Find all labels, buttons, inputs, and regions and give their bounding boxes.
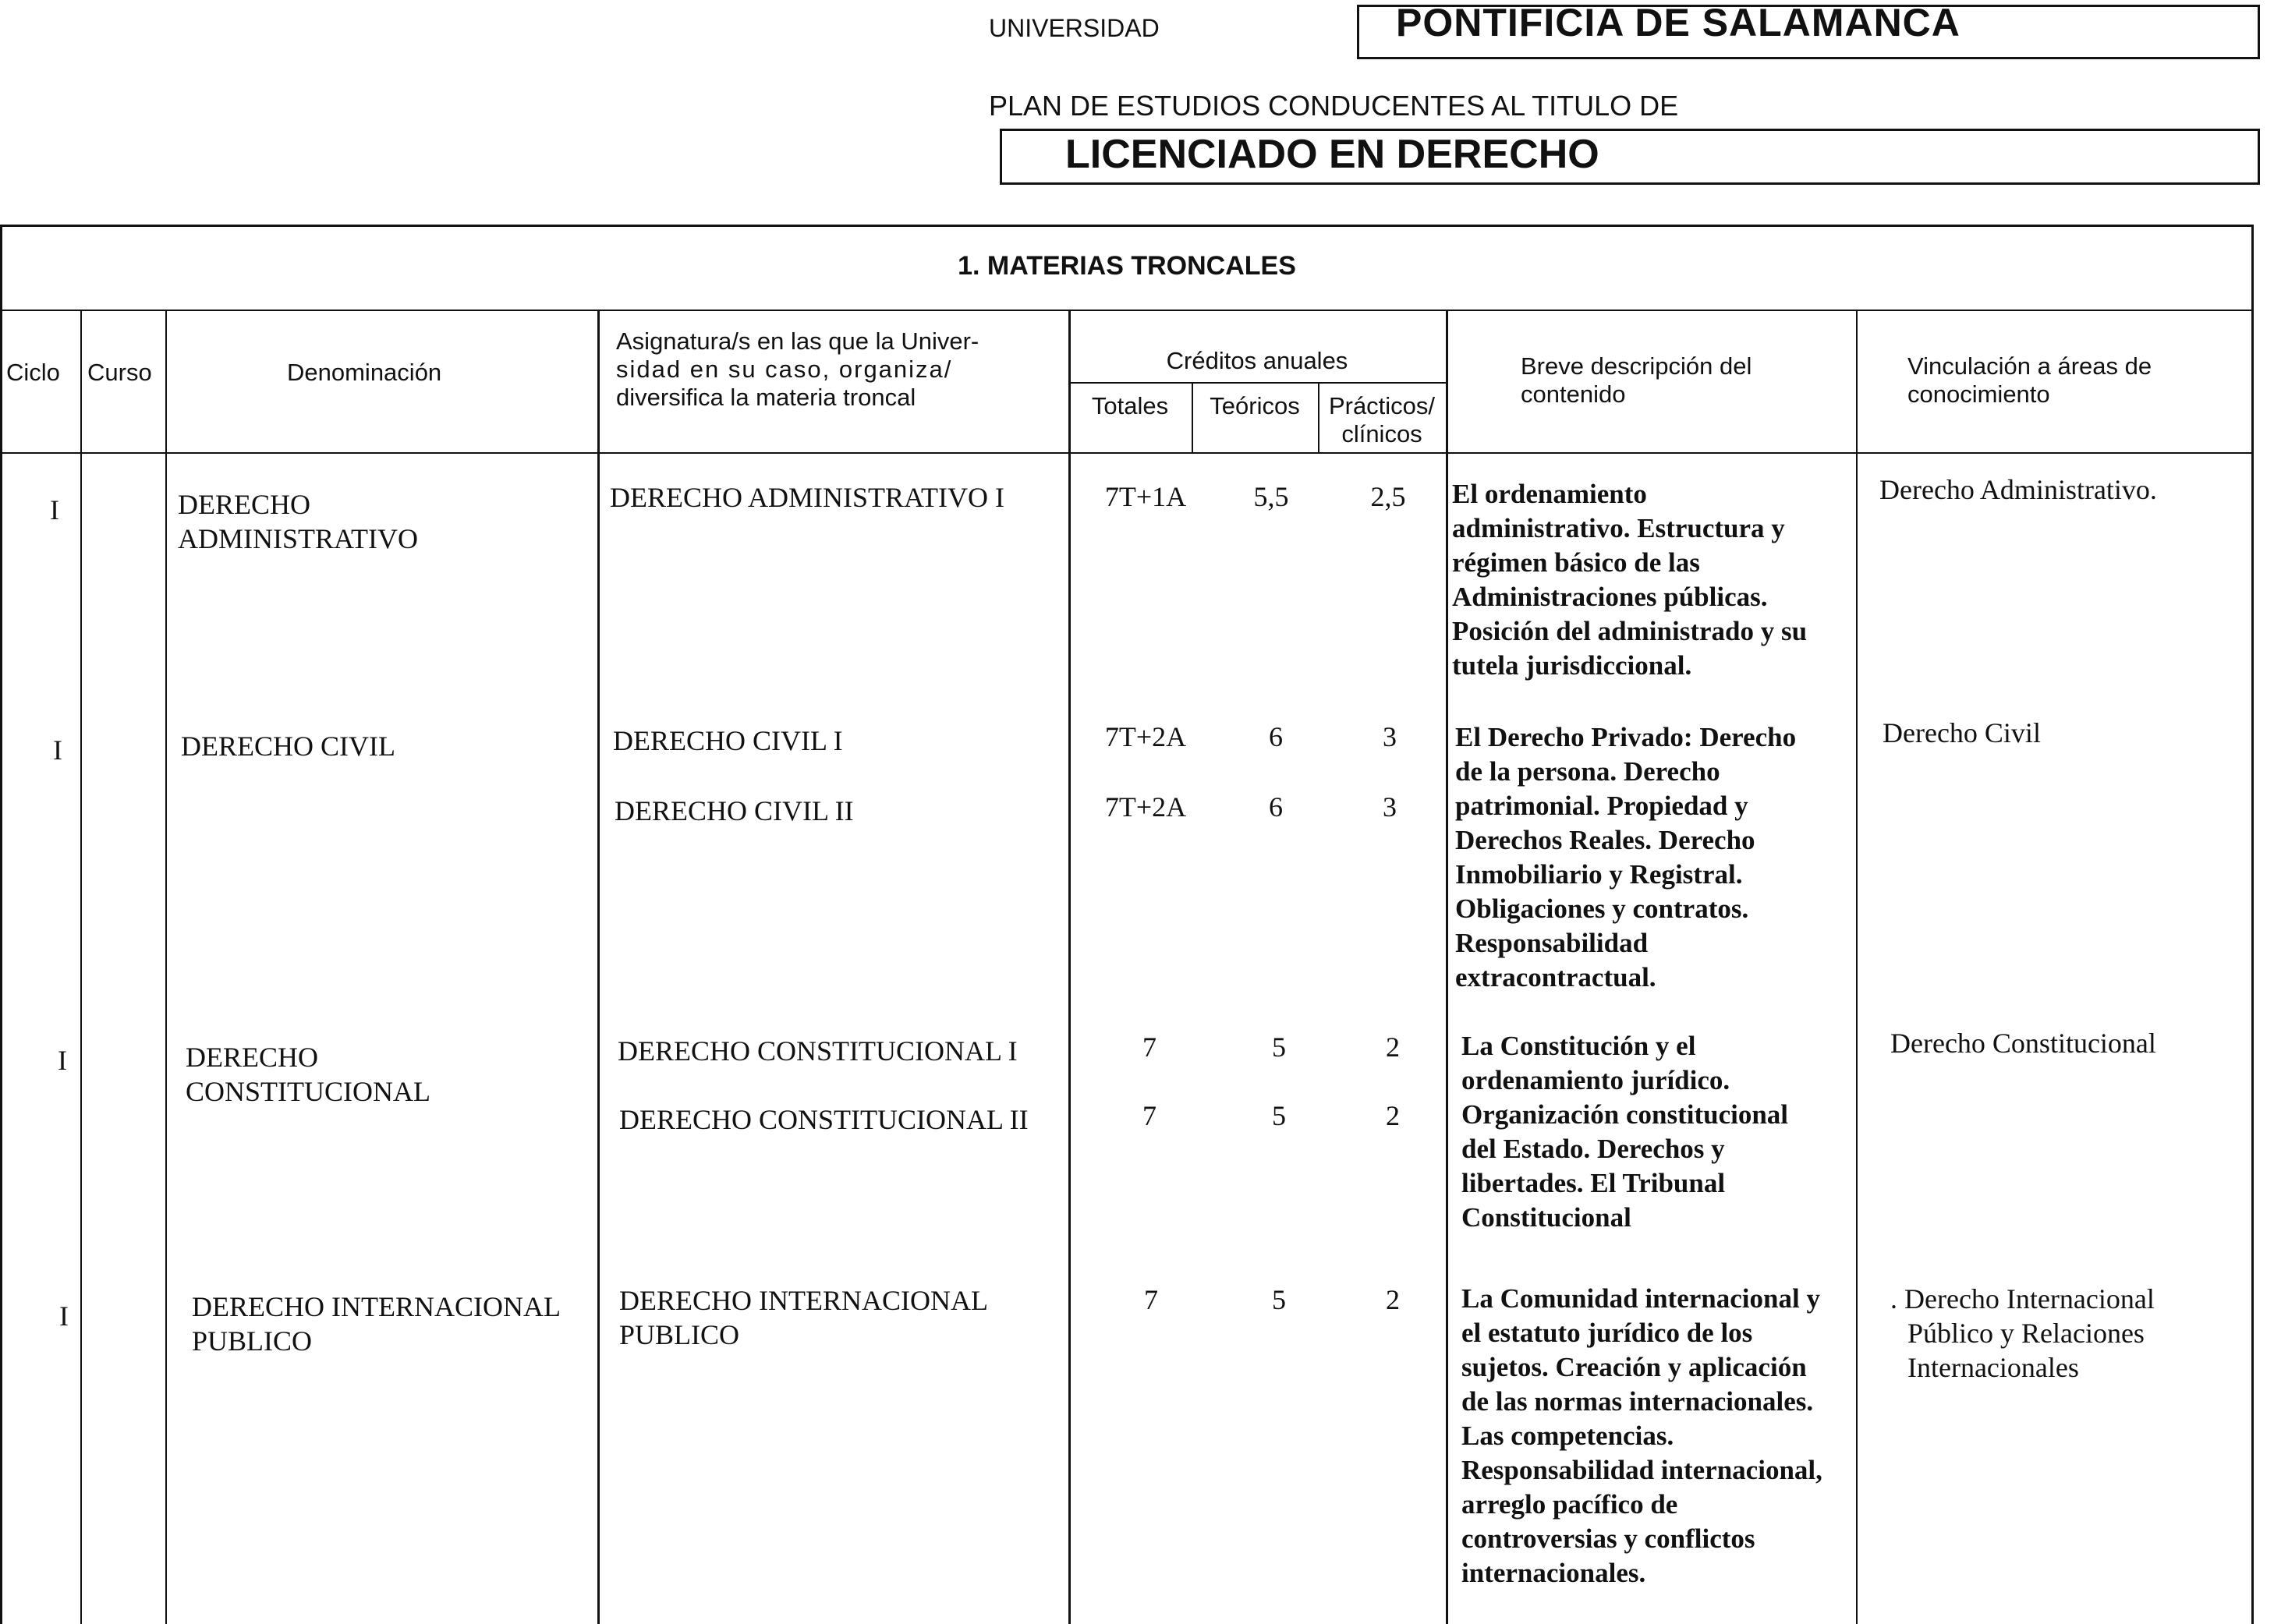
- row-4-descripcion: [1461, 1282, 1859, 1590]
- row-1-denominacion: [178, 487, 418, 556]
- row-2-descripcion-line-1: El Derecho Privado: Derecho: [1455, 722, 1797, 752]
- row-1-denominacion-line-1: DERECHO: [178, 489, 310, 520]
- row-1-asignatura-1-totales: 7T+1A: [1104, 481, 1187, 512]
- row-1-descripcion: [1452, 477, 1858, 683]
- col-header-vinculacion-line-1: Vinculación a áreas de: [1907, 352, 2152, 380]
- row-3-descripcion: [1461, 1029, 1867, 1235]
- row-3-asignatura-2: DERECHO CONSTITUCIONAL II: [619, 1104, 1029, 1135]
- rule-below-creditos-label: [1068, 382, 1446, 384]
- row-4-vinculacion: [1890, 1282, 2155, 1385]
- row-1-vinculacion: Derecho Administrativo.: [1879, 474, 2157, 505]
- row-4-asignatura-1-teoricos: 5: [1272, 1284, 1286, 1315]
- row-1-descripcion-line-1: El ordenamiento: [1452, 479, 1647, 509]
- row-2-asignatura-2: DERECHO CIVIL II: [615, 795, 854, 826]
- row-4-denominacion-line-2: PUBLICO: [192, 1325, 313, 1357]
- row-3-denominacion-line-1: DERECHO: [186, 1042, 318, 1073]
- row-1-denominacion-line-2: ADMINISTRATIVO: [178, 523, 418, 554]
- materias-table: [0, 225, 2254, 1624]
- row-2-descripcion-line-6: Obligaciones y contratos.: [1455, 893, 1749, 924]
- row-1-asignatura-1-practicos: 2,5: [1370, 481, 1406, 512]
- rule-denominacion: [597, 310, 600, 1624]
- row-1-ciclo: I: [50, 494, 59, 525]
- row-2-asignatura-1-totales: 7T+2A: [1104, 721, 1187, 752]
- col-header-denominacion: Denominación: [287, 359, 442, 386]
- row-4-denominacion-line-1: DERECHO INTERNACIONAL: [192, 1291, 561, 1322]
- row-4-ciclo: I: [59, 1300, 69, 1332]
- rule-below-header: [0, 452, 2254, 454]
- row-2-descripcion-line-4: Derechos Reales. Derecho: [1455, 825, 1755, 855]
- row-2-asignatura-1: DERECHO CIVIL I: [613, 725, 843, 756]
- col-header-asignaturas-line-2: sidad en su caso, organiza/: [616, 356, 953, 383]
- row-3-descripcion-line-4: del Estado. Derechos y: [1461, 1134, 1725, 1164]
- col-header-vinculacion: [1907, 352, 2152, 409]
- row-3-denominacion: [186, 1040, 430, 1109]
- row-2-asignatura-2-totales: 7T+2A: [1104, 791, 1187, 823]
- row-1-descripcion-line-4: Administraciones públicas.: [1452, 582, 1768, 612]
- row-4-asignatura-1-totales: 7: [1144, 1284, 1158, 1315]
- row-1-descripcion-line-2: administrativo. Estructura y: [1452, 513, 1785, 543]
- row-4-descripcion-line-6: Responsabilidad internacional,: [1461, 1455, 1822, 1485]
- row-4-vinculacion-line-3: Internacionales: [1907, 1352, 2079, 1383]
- row-3-asignatura-2-practicos: 2: [1386, 1100, 1400, 1131]
- row-2-descripcion-line-3: patrimonial. Propiedad y: [1455, 791, 1748, 821]
- col-header-descripcion-line-1: Breve descripción del: [1521, 352, 1752, 380]
- col-header-practicos: [1318, 392, 1446, 448]
- row-4-vinculacion-line-1: . Derecho Internacional: [1890, 1283, 2155, 1314]
- row-3-descripcion-line-2: ordenamiento jurídico.: [1461, 1065, 1730, 1095]
- row-1-descripcion-line-5: Posición del administrado y su: [1452, 616, 1808, 646]
- row-2-asignatura-2-teoricos: 6: [1269, 791, 1283, 823]
- row-2-descripcion-line-8: extracontractual.: [1455, 962, 1656, 992]
- row-4-descripcion-line-4: de las normas internacionales.: [1461, 1386, 1814, 1417]
- row-2-denominacion: DERECHO CIVIL: [181, 731, 395, 762]
- row-3-asignatura-2-totales: 7: [1142, 1100, 1156, 1131]
- rule-curso: [165, 310, 167, 1624]
- row-4-descripcion-line-1: La Comunidad internacional y: [1461, 1283, 1820, 1314]
- row-4-descripcion-line-2: el estatuto jurídico de los: [1461, 1318, 1753, 1348]
- row-3-asignatura-1: DERECHO CONSTITUCIONAL I: [618, 1035, 1018, 1067]
- row-3-denominacion-line-2: CONSTITUCIONAL: [186, 1076, 430, 1107]
- col-header-creditos: Créditos anuales: [1166, 347, 1348, 374]
- row-3-descripcion-line-6: Constitucional: [1461, 1202, 1631, 1233]
- col-header-asignaturas-line-1: Asignatura/s en las que la Univer-: [616, 327, 979, 355]
- row-4-vinculacion-line-2: Público y Relaciones: [1907, 1318, 2145, 1349]
- row-4-descripcion-line-7: arreglo pacífico de: [1461, 1489, 1678, 1520]
- row-3-asignatura-1-teoricos: 5: [1272, 1031, 1286, 1063]
- row-2-descripcion-line-7: Responsabilidad: [1455, 928, 1649, 958]
- rule-ciclo: [80, 310, 82, 1624]
- row-3-asignatura-1-totales: 7: [1142, 1031, 1156, 1063]
- row-4-denominacion: [192, 1290, 561, 1358]
- universidad-label: UNIVERSIDAD: [989, 14, 1160, 42]
- row-2-descripcion-line-5: Inmobiliario y Registral.: [1455, 859, 1743, 890]
- col-header-asignaturas: [616, 327, 1053, 412]
- col-header-totales: Totales: [1091, 392, 1169, 419]
- row-1-asignatura-1-teoricos: 5,5: [1253, 481, 1289, 512]
- row-3-ciclo: I: [58, 1045, 67, 1076]
- rule-asignaturas: [1068, 310, 1071, 1624]
- row-4-descripcion-line-9: internacionales.: [1461, 1558, 1646, 1588]
- row-2-descripcion-line-2: de la persona. Derecho: [1455, 756, 1720, 787]
- col-header-practicos-line-2: clínicos: [1341, 420, 1422, 448]
- col-header-curso: Curso: [87, 359, 152, 386]
- row-2-asignatura-1-practicos: 3: [1383, 721, 1397, 752]
- col-header-teoricos: Teóricos: [1210, 392, 1300, 419]
- row-3-descripcion-line-1: La Constitución y el: [1461, 1031, 1696, 1061]
- universidad-name: PONTIFICIA DE SALAMANCA: [1396, 1, 1961, 44]
- rule-below-section-title: [0, 310, 2254, 311]
- row-2-asignatura-1-teoricos: 6: [1269, 721, 1283, 752]
- row-3-asignatura-1-practicos: 2: [1386, 1031, 1400, 1063]
- row-2-asignatura-2-practicos: 3: [1383, 791, 1397, 823]
- row-1-descripcion-line-6: tutela jurisdiccional.: [1452, 650, 1692, 681]
- row-3-vinculacion: Derecho Constitucional: [1890, 1028, 2156, 1059]
- row-4-descripcion-line-8: controversias y conflictos: [1461, 1523, 1755, 1554]
- section-title: 1. MATERIAS TRONCALES: [958, 251, 1296, 281]
- col-header-descripcion-line-2: contenido: [1521, 380, 1626, 408]
- col-header-ciclo: Ciclo: [6, 359, 60, 386]
- row-4-asignatura-1-practicos: 2: [1386, 1284, 1400, 1315]
- row-3-asignatura-2-teoricos: 5: [1272, 1100, 1286, 1131]
- plan-label: PLAN DE ESTUDIOS CONDUCENTES AL TITULO DE: [989, 90, 1679, 122]
- col-header-vinculacion-line-2: conocimiento: [1907, 380, 2050, 408]
- row-1-asignatura-1: DERECHO ADMINISTRATIVO I: [610, 482, 1004, 513]
- col-header-descripcion: [1521, 352, 1752, 409]
- row-2-descripcion: [1455, 720, 1861, 995]
- rule-practicos: [1446, 310, 1448, 1624]
- titulo-text: LICENCIADO EN DERECHO: [1065, 132, 1599, 177]
- row-3-descripcion-line-5: libertades. El Tribunal: [1461, 1168, 1726, 1198]
- row-4-descripcion-line-3: sujetos. Creación y aplicación: [1461, 1352, 1807, 1382]
- row-1-descripcion-line-3: régimen básico de las: [1452, 547, 1700, 578]
- row-4-descripcion-line-5: Las competencias.: [1461, 1421, 1674, 1451]
- col-header-practicos-line-1: Prácticos/: [1328, 392, 1436, 419]
- row-2-ciclo: I: [53, 734, 62, 766]
- row-3-descripcion-line-3: Organización constitucional: [1461, 1099, 1789, 1130]
- row-4-asignatura-1: DERECHO INTERNACIONAL PUBLICO: [619, 1285, 988, 1350]
- col-header-asignaturas-line-3: diversifica la materia troncal: [616, 384, 916, 411]
- row-2-vinculacion: Derecho Civil: [1883, 717, 2041, 748]
